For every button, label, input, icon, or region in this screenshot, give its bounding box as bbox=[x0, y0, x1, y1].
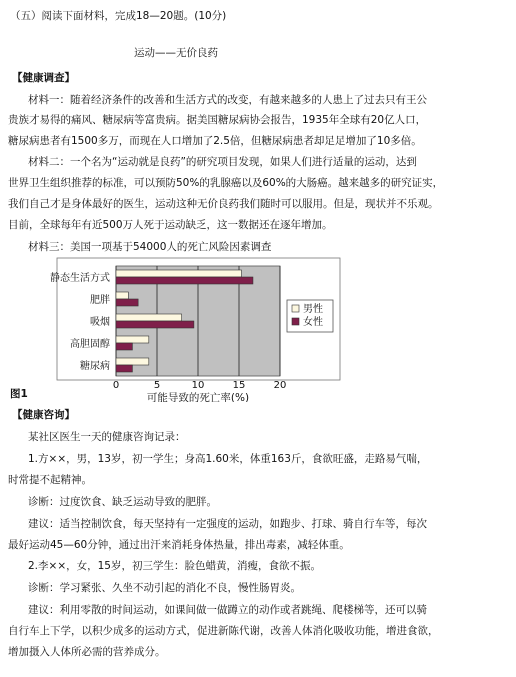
bar-男性-吸烟 bbox=[116, 314, 182, 321]
advice1-line: 建议：适当控制饮食，每天坚持有一定强度的运动，如跑步、打球、骑自行车等，每次 bbox=[28, 518, 427, 530]
advice1-line: 最好运动45—60分钟，通过出汗来消耗身体热量，排出毒素，减轻体重。 bbox=[8, 539, 350, 551]
bar-男性-肥胖 bbox=[116, 292, 128, 299]
x-tick-label: 15 bbox=[232, 380, 246, 391]
category-label: 肥胖 bbox=[90, 295, 110, 306]
case1-line: 1.方××，男，13岁，初一学生；身高1.60米，体重163斤，食欲旺盛，走路易气喘， bbox=[28, 453, 428, 465]
material2-line: 目前，全球每年有近500万人死于运动缺乏，这一数据还在逐年增加。 bbox=[8, 219, 333, 231]
diagnosis1: 诊断：过度饮食、缺乏运动导致的肥胖。 bbox=[28, 496, 217, 508]
material1-line: 糖尿病患者有1500多万，而现在人口增加了2.5倍，但糖尿病患者却足足增加了10多倍。 bbox=[8, 135, 422, 147]
advice2-line: 增加摄入人体所必需的营养成分。 bbox=[8, 646, 166, 658]
passage-title: 运动——无价良药 bbox=[134, 47, 218, 59]
question-header: （五）阅读下面材料，完成18—20题。(10分) bbox=[10, 10, 227, 22]
section-consult-heading: 【健康咨询】 bbox=[12, 409, 75, 421]
material2-line: 材料二：一个名为“运动就是良药”的研究项目发现，如果人们进行适量的运动，达到 bbox=[28, 156, 417, 168]
figure-label: 图1 bbox=[10, 388, 28, 400]
category-label: 糖尿病 bbox=[80, 361, 110, 372]
case2-line: 2.李××，女，15岁，初三学生：脸色蜡黄，消瘦，食欲不振。 bbox=[28, 560, 321, 572]
bar-男性-高胆固醇 bbox=[116, 336, 149, 343]
category-label: 高胆固醇 bbox=[70, 339, 110, 350]
diagnosis2: 诊断：学习紧张、久坐不动引起的消化不良，慢性肠胃炎。 bbox=[28, 582, 301, 594]
legend-label: 女性 bbox=[303, 317, 323, 328]
legend-swatch bbox=[292, 305, 299, 312]
category-label: 静态生活方式 bbox=[50, 273, 110, 284]
bar-女性-吸烟 bbox=[116, 321, 194, 328]
section-survey-heading: 【健康调查】 bbox=[12, 72, 75, 84]
material3-caption: 材料三：美国一项基于54000人的死亡风险因素调查 bbox=[28, 241, 272, 253]
material2-line: 世界卫生组织推荐的标准，可以预防50%的乳腺癌以及60%的大肠癌。越来越多的研究证实， bbox=[8, 177, 444, 189]
death-risk-bar-chart bbox=[0, 256, 516, 402]
category-label: 吸烟 bbox=[90, 317, 110, 328]
advice2-line: 自行车上下学，以积少成多的运动方式，促进新陈代谢，改善人体消化吸收功能，增进食欲， bbox=[8, 625, 439, 637]
material1-line: 贵族才易得的痛风、糖尿病等富贵病。据美国糖尿病协会报告，1935年全球有20亿人口， bbox=[8, 114, 427, 126]
x-tick-label: 10 bbox=[191, 380, 205, 391]
x-tick-label: 20 bbox=[273, 380, 287, 391]
bar-女性-糖尿病 bbox=[116, 365, 132, 372]
advice2-line: 建议：利用零散的时间运动，如课间做一做蹲立的动作或者跳绳、爬楼梯等，还可以骑 bbox=[28, 604, 427, 616]
material1-line: 材料一：随着经济条件的改善和生活方式的改变，有越来越多的人患上了过去只有王公 bbox=[28, 94, 427, 106]
consult-intro: 某社区医生一天的健康咨询记录： bbox=[28, 431, 186, 443]
bar-男性-糖尿病 bbox=[116, 358, 149, 365]
legend-swatch bbox=[292, 318, 299, 325]
x-axis-label: 可能导致的死亡率(%) bbox=[146, 392, 250, 402]
bar-女性-静态生活方式 bbox=[116, 277, 253, 284]
x-tick-label: 5 bbox=[153, 380, 161, 391]
case1-line: 时常提不起精神。 bbox=[8, 474, 92, 486]
x-tick-label: 0 bbox=[112, 380, 120, 391]
bar-女性-肥胖 bbox=[116, 299, 138, 306]
material2-line: 我们自己才是身体最好的医生，运动这种无价良药我们随时可以服用。但是，现状并不乐观。 bbox=[8, 198, 439, 210]
legend-label: 男性 bbox=[303, 304, 323, 315]
bar-女性-高胆固醇 bbox=[116, 343, 132, 350]
bar-男性-静态生活方式 bbox=[116, 270, 241, 277]
